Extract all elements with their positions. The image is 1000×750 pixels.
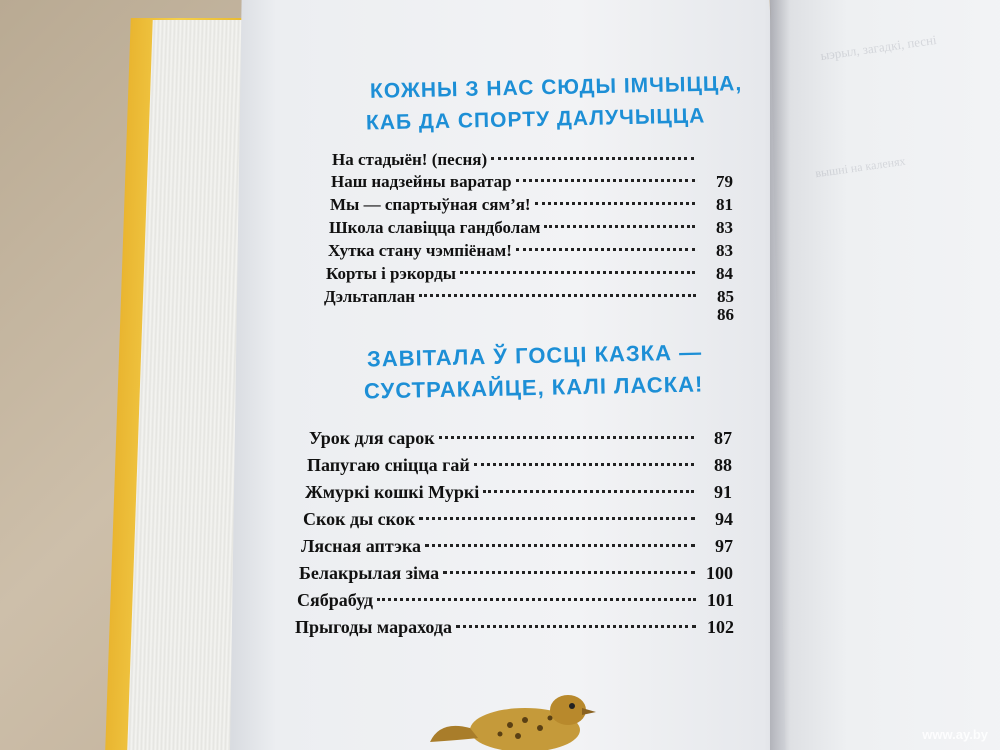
section-heading: КАБ ДА СПОРТУ ДАЛУЧЫЦЦА	[365, 104, 706, 135]
toc-entry-title: Мы — спартыўная сям’я!	[330, 195, 531, 214]
leader-dots	[491, 157, 694, 160]
toc-entry-page: 85	[717, 287, 734, 306]
leader-dots	[377, 598, 696, 601]
toc-entry[interactable]	[329, 218, 733, 238]
toc-entry[interactable]	[295, 617, 734, 638]
leader-dots	[516, 248, 695, 251]
toc-entry[interactable]	[309, 428, 732, 449]
toc-entry[interactable]	[332, 150, 732, 170]
toc-entry[interactable]	[330, 195, 733, 215]
toc-entry-title: Школа славіцца гандболам	[329, 218, 541, 237]
toc-entry[interactable]	[301, 536, 733, 557]
toc-entry-page: 94	[715, 509, 733, 529]
section-heading: СУСТРАКАЙЦЕ, КАЛІ ЛАСКА!	[363, 371, 704, 404]
toc-entry[interactable]	[328, 241, 733, 261]
section-heading: ЗАВІТАЛА Ў ГОСЦІ КАЗКА —	[366, 339, 703, 372]
toc-entry-title: Урок для сарок	[309, 428, 435, 448]
toc-entry-page: 100	[706, 563, 733, 583]
section-heading: КОЖНЫ З НАС СЮДЫ ІМЧЫЦЦА,	[369, 72, 743, 103]
toc-entry-page: 86	[717, 305, 734, 324]
toc-entry-page: 87	[714, 428, 732, 448]
leader-dots	[443, 571, 695, 574]
watermark: www.ay.by	[922, 727, 988, 742]
toc-entry-page: 97	[715, 536, 733, 556]
toc-entry-title: Белакрылая зіма	[299, 563, 440, 583]
toc-entry[interactable]	[324, 287, 734, 307]
leader-dots	[456, 625, 696, 628]
toc-entry[interactable]	[326, 264, 733, 284]
toc-entry-page: 101	[707, 590, 734, 610]
toc-entry[interactable]	[303, 509, 733, 530]
leader-dots	[474, 463, 694, 466]
leader-dots	[535, 202, 695, 205]
leader-dots	[483, 490, 694, 493]
bird-illustration	[430, 690, 600, 750]
toc-entry-title: Дэльтаплан	[324, 287, 416, 306]
toc-entry-title: Сябрабуд	[297, 590, 374, 610]
toc-entry-title: Лясная аптэка	[301, 536, 422, 556]
toc-entry-title: Корты і рэкорды	[326, 264, 457, 283]
toc-entry-title: Наш надзейны варатар	[331, 172, 512, 191]
toc-entry-title: Папугаю сніцца гай	[307, 455, 470, 475]
bleed-through-text: ыэрыл, загадкі, песні	[819, 31, 938, 64]
toc-entry-title: Прыгоды марахода	[295, 617, 452, 637]
toc-entry-title: Жмуркі кошкі Муркі	[305, 482, 480, 502]
bleed-through-text: вышні на каленях	[814, 153, 907, 181]
toc-entry-page: 83	[716, 218, 733, 237]
leader-dots	[439, 436, 694, 439]
toc-entry-page: 91	[714, 482, 732, 502]
toc-entry[interactable]	[324, 305, 734, 325]
leader-dots	[460, 271, 695, 274]
toc-entry[interactable]	[331, 172, 733, 192]
toc-entry[interactable]	[297, 590, 734, 611]
toc-entry-title: Хутка стану чэмпіёнам!	[328, 241, 512, 260]
leader-dots	[516, 179, 695, 182]
toc-entry[interactable]	[299, 563, 733, 584]
toc-entry-title: Скок ды скок	[303, 509, 416, 529]
leader-dots	[425, 544, 695, 547]
toc-entry-page: 79	[716, 172, 733, 191]
leader-dots	[419, 294, 696, 297]
toc-entry-page: 83	[716, 241, 733, 260]
toc-entry-page: 81	[716, 195, 733, 214]
toc-entry[interactable]	[305, 482, 732, 503]
leader-dots	[419, 517, 695, 520]
toc-entry-page: 88	[714, 455, 732, 475]
toc-entry-title: На стадыён! (песня)	[332, 150, 488, 169]
toc-entry-page: 102	[707, 617, 734, 637]
toc-entry-page: 84	[716, 264, 733, 283]
leader-dots	[544, 225, 695, 228]
toc-entry[interactable]	[307, 455, 732, 476]
